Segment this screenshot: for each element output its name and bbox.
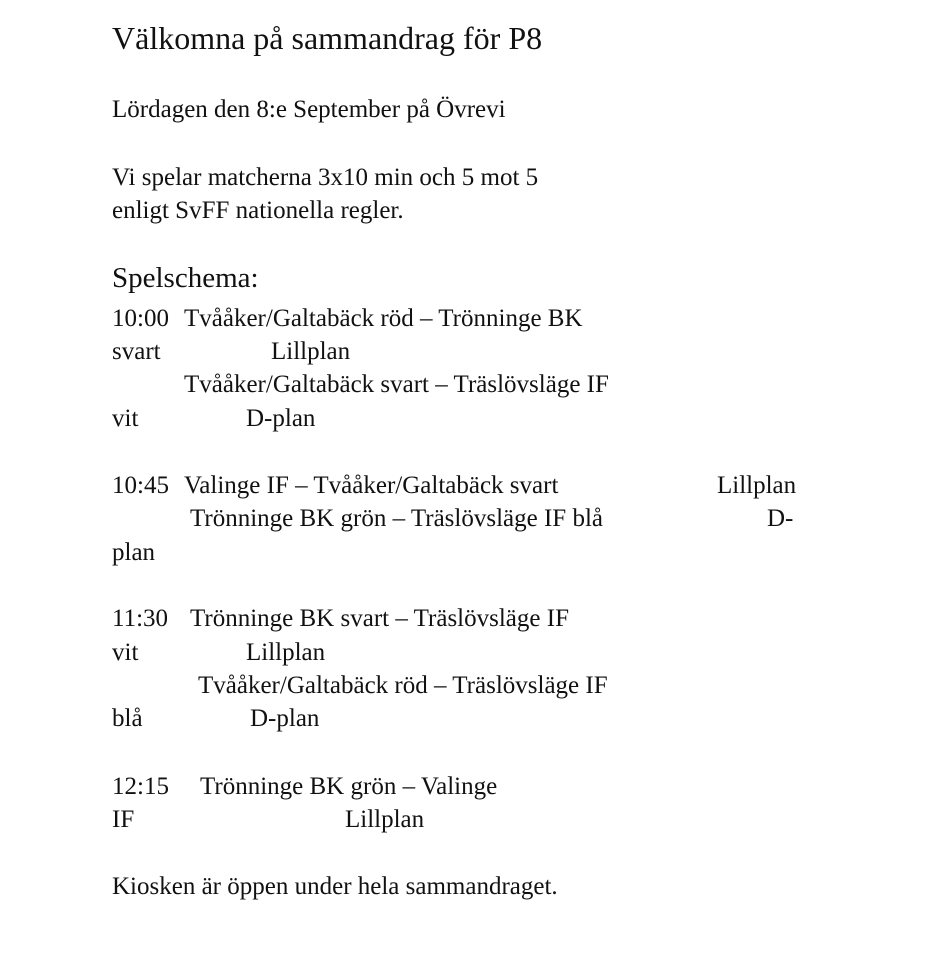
match-1215-1-teams: Trönninge BK grön – Valinge (200, 773, 498, 800)
date-line: Lördagen den 8:e September på Övrevi (112, 96, 506, 123)
rules-line-2: enligt SvFF nationella regler. (112, 197, 404, 224)
match-1130-1-teams: Trönninge BK svart – Träslövsläge IF (190, 605, 569, 632)
time-1215: 12:15 (112, 773, 169, 800)
match-1130-1-field: Lillplan (246, 639, 326, 666)
footer-note: Kiosken är öppen under hela sammandraget. (112, 873, 558, 900)
time-1000: 10:00 (112, 305, 169, 332)
rules-line-1: Vi spelar matcherna 3x10 min och 5 mot 5 (112, 164, 539, 191)
match-1215-1-field: Lillplan (345, 806, 425, 833)
match-1000-2-field: D-plan (246, 405, 316, 432)
match-1130-2-teams: Tvååker/Galtabäck röd – Träslövsläge IF (198, 672, 608, 699)
match-1000-2-wrap: vit (112, 405, 139, 432)
match-1000-1-teams: Tvååker/Galtabäck röd – Trönninge BK (184, 305, 583, 332)
match-1130-2-wrap: blå (112, 705, 143, 732)
page-title: Välkomna på sammandrag för P8 (112, 20, 543, 56)
schedule-heading: Spelschema: (112, 262, 259, 294)
match-1000-2-teams: Tvååker/Galtabäck svart – Träslövsläge IF (184, 371, 609, 398)
match-1130-2-field: D-plan (250, 705, 320, 732)
time-1130: 11:30 (112, 605, 169, 632)
match-1045-1-field: Lillplan (717, 472, 797, 499)
match-1000-1-field: Lillplan (271, 338, 351, 365)
match-1045-2-teams: Trönninge BK grön – Träslövsläge IF blå (190, 505, 603, 532)
time-1045: 10:45 (112, 472, 169, 499)
match-1130-1-wrap: vit (112, 639, 139, 666)
match-1045-2-field-part1: D- (767, 505, 794, 532)
match-1045-1-teams: Valinge IF – Tvååker/Galtabäck svart (184, 472, 559, 499)
match-1000-1-wrap: svart (112, 338, 161, 365)
match-1045-2-field-part2: plan (112, 539, 156, 566)
match-1215-1-wrap: IF (112, 806, 135, 833)
